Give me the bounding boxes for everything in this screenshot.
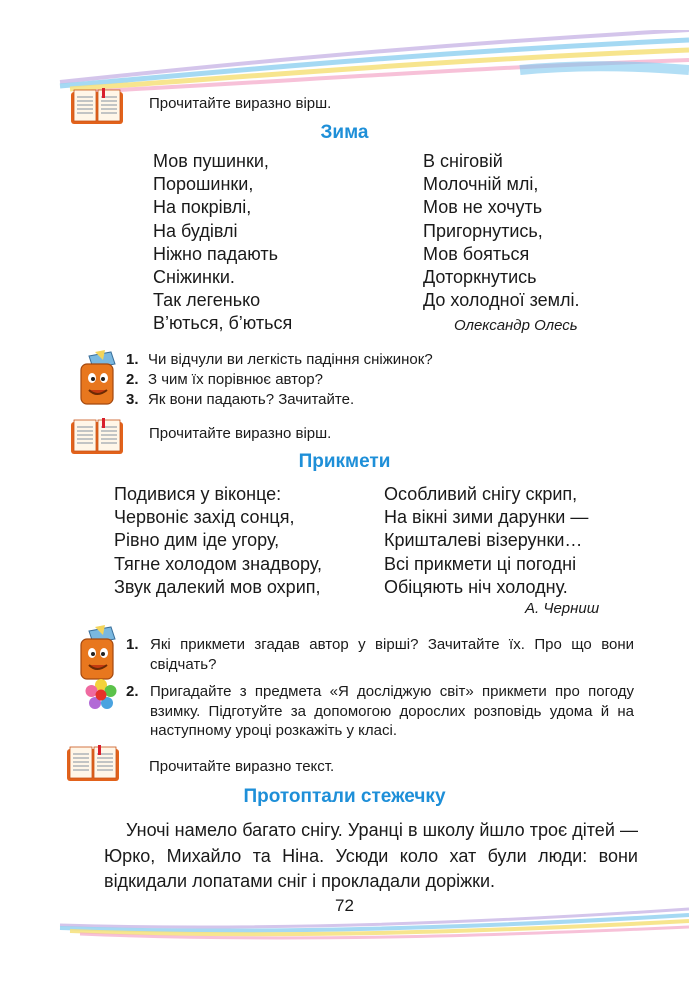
question-item: 1. Які прикмети згадав автор у вірші? Зачитайте їх. Про що вони свідчать?	[126, 636, 634, 673]
poem-line: До холодної землі.	[423, 290, 580, 311]
poem-title: Прикмети	[298, 451, 391, 472]
question-item: 2. З чим їх порівнює автор?	[126, 371, 323, 388]
instruction-text: Прочитайте виразно вірш.	[149, 95, 332, 112]
poem-line: Пригорнутись,	[423, 220, 543, 241]
book-icon	[70, 88, 124, 126]
poem-line: На будівлі	[153, 220, 238, 241]
poem-line: Мов бояться	[423, 243, 530, 264]
question-item: 1. Чи відчули ви легкість падіння сніжинок?	[126, 351, 433, 368]
poem-column-right	[423, 150, 580, 312]
pencil-character-icon	[75, 623, 121, 681]
poem-title: Зима	[320, 122, 369, 143]
poem-line: Сніжинки.	[153, 267, 235, 288]
poem-line: Так легенько	[153, 290, 261, 311]
poem-line: Молочній млі,	[423, 174, 539, 195]
poem-line: Звук далекий мов охрип,	[114, 576, 321, 597]
poem-line: Всі прикмети ці погодні	[384, 553, 577, 574]
instruction-text: Прочитайте виразно вірш.	[149, 425, 332, 442]
poem-line: Мов пушинки,	[153, 151, 269, 171]
poem-column-right	[384, 483, 588, 599]
poem-line: Червоніє захід сонця,	[114, 507, 295, 528]
poem-column-left	[114, 483, 322, 599]
poem-line: Обіцяють ніч холодну.	[384, 576, 568, 597]
poem-line: Подивися у віконце:	[114, 484, 282, 504]
poem-author: Олександр Олесь	[454, 317, 578, 334]
story-text	[104, 818, 638, 895]
poem-line: Доторкнутись	[423, 267, 537, 288]
poem-line: В’ються, б’ються	[153, 313, 293, 334]
question-item: 3. Як вони падають? Зачитайте.	[126, 391, 355, 408]
poem-line: На покрівлі,	[153, 197, 252, 218]
poem-line: Мов не хочуть	[423, 197, 543, 218]
instruction-text: Прочитайте виразно текст.	[149, 758, 335, 775]
poem-line: В сніговій	[423, 151, 503, 171]
poem-line: На вікні зими дарунки —	[384, 507, 589, 528]
flower-icon	[84, 678, 118, 712]
book-icon	[66, 745, 120, 783]
story-paragraph: Уночі намело багато снігу. Уранці в школу йшло троє дітей — Юрко, Михайло та Ніна. Усюди коло хат були люди: вони відкидали лопатами сніг і прокладали доріжки.	[104, 820, 638, 891]
bottom-rainbow-decoration	[0, 895, 689, 955]
poem-line: Кришталеві візерунки…	[384, 530, 583, 551]
poem-column-left	[153, 150, 292, 336]
poem-line: Тягне холодом знадвору,	[114, 553, 322, 574]
poem-line: Порошинки,	[153, 174, 254, 195]
pencil-character-icon	[75, 348, 121, 406]
question-item: 2. Пригадайте з предмета «Я досліджую світ» прикмети про погоду взимку. Підготуйте за допомогою дорослих розповідь удома й на наступному уроці розкажіть у класі.	[126, 683, 634, 739]
poem-author: А. Черниш	[525, 600, 600, 617]
page-number: 72	[335, 896, 354, 915]
story-title: Протоптали стежечку	[243, 786, 446, 807]
poem-line: Рівно дим іде угору,	[114, 530, 280, 551]
poem-line: Ніжно падають	[153, 243, 278, 264]
poem-line: Особливий снігу скрип,	[384, 484, 578, 504]
